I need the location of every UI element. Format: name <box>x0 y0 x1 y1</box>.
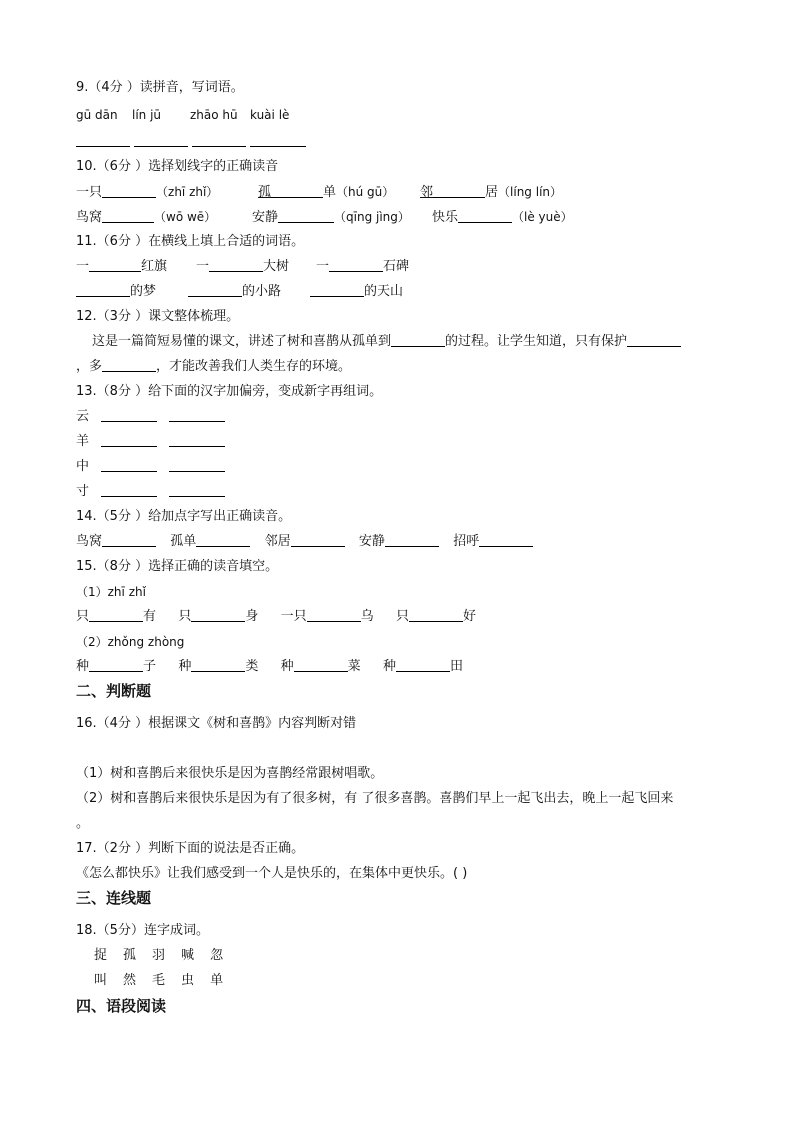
q10-blank[interactable] <box>102 209 154 223</box>
q13-blank[interactable] <box>101 433 157 447</box>
q10-word: 安静 <box>252 210 279 225</box>
q18-row1 <box>94 947 223 965</box>
q13-blank[interactable] <box>169 458 225 472</box>
q10-suffix: 单 <box>323 185 337 200</box>
q11-prefix: 一 <box>316 259 330 274</box>
q10-row1-a <box>76 183 218 202</box>
q12-text: ，多 <box>76 359 103 374</box>
section-heading-reading: 四、语段阅读 <box>76 997 167 1015</box>
q15-post: 子 <box>143 659 157 674</box>
q15-post: 有 <box>143 609 157 624</box>
q12-blank[interactable] <box>627 333 681 347</box>
section-heading-matching: 三、连线题 <box>76 889 152 907</box>
q15-blank[interactable] <box>89 608 143 622</box>
q15-part1-label: （1）zhī zhǐ <box>76 585 146 599</box>
q14-word: 邻居 <box>264 534 291 549</box>
q10-word: 一只 <box>76 185 103 200</box>
q13-char: 羊 <box>76 434 90 449</box>
q11-item <box>196 258 289 276</box>
q10-underlined-char: 邻 <box>420 185 434 200</box>
q10-options: （líng lín） <box>498 185 563 199</box>
q17-stem: 17.（2分 ）判断下面的说法是否正确。 <box>76 841 305 856</box>
q11-blank[interactable] <box>188 283 242 297</box>
q11-prefix: 一 <box>76 259 90 274</box>
q9-pinyin-4: kuài lè <box>250 108 290 122</box>
q10-options: （wō wē） <box>154 210 217 224</box>
q10-stem: 10.（6分 ）选择划线字的正确读音 <box>76 159 279 174</box>
q11-blank[interactable] <box>310 283 364 297</box>
q11-suffix: 的梦 <box>130 284 157 299</box>
q12-blank[interactable] <box>391 333 445 347</box>
q17-statement: 《怎么都快乐》让我们感受到一个人是快乐的，在集体中更快乐。( ) <box>76 866 468 881</box>
q15-part2-label: （2）zhǒng zhòng <box>76 635 185 649</box>
q10-underlined-char: 孤 <box>258 185 272 200</box>
q14-blank[interactable] <box>102 533 156 547</box>
q15-pre: 只 <box>395 609 409 624</box>
q10-options: （zhī zhǐ） <box>156 185 219 199</box>
q11-item <box>76 283 156 301</box>
q15-blank[interactable] <box>191 658 245 672</box>
q13-row <box>76 408 225 426</box>
q15-blank[interactable] <box>89 658 143 672</box>
q10-row1-c <box>420 183 562 202</box>
q12-stem: 12.（3分 ）课文整体梳理。 <box>76 309 240 324</box>
q15-post: 好 <box>462 609 476 624</box>
q13-blank[interactable] <box>169 433 225 447</box>
q11-blank[interactable] <box>89 258 141 272</box>
q15-pre: 种 <box>178 659 192 674</box>
q15-stem: 15.（8分 ）选择正确的读音填空。 <box>76 559 279 574</box>
q10-suffix: 居 <box>485 185 499 200</box>
q15-pre: 种 <box>382 659 396 674</box>
q10-row1-b <box>258 183 394 202</box>
q14-blank[interactable] <box>479 533 533 547</box>
q14-blank[interactable] <box>196 533 250 547</box>
q18-char[interactable]: 单 <box>210 973 224 988</box>
q15-post: 身 <box>245 609 259 624</box>
q18-stem: 18.（5分）连字成词。 <box>76 923 209 938</box>
q15-blank[interactable] <box>396 658 450 672</box>
q15-part1-row <box>76 608 476 626</box>
q18-char[interactable]: 叫 <box>94 973 108 988</box>
q18-char[interactable]: 捉 <box>94 948 108 963</box>
q13-stem: 13.（8分 ）给下面的汉字加偏旁，变成新字再组词。 <box>76 384 383 399</box>
q11-suffix: 石碑 <box>383 259 410 274</box>
q18-char[interactable]: 忽 <box>210 948 224 963</box>
q14-blank[interactable] <box>385 533 439 547</box>
q13-row <box>76 483 225 501</box>
q10-row2-a <box>76 208 216 227</box>
q16-item-2: （2）树和喜鹊后来很快乐是因为有了很多树，有 了很多喜鹊。喜鹊们早上一起飞出去，晚上一起飞回来 <box>76 791 674 806</box>
q14-blank[interactable] <box>291 533 345 547</box>
q11-prefix: 一 <box>196 259 210 274</box>
q15-part2-row <box>76 658 463 676</box>
q14-word: 招呼 <box>453 534 480 549</box>
q16-item-2-continued: 。 <box>76 816 90 831</box>
q9-pinyin-1: gū dān <box>76 108 118 122</box>
q11-item <box>316 258 409 276</box>
q10-blank[interactable] <box>433 184 485 198</box>
q10-blank[interactable] <box>458 209 512 223</box>
q13-blank[interactable] <box>101 458 157 472</box>
q12-paragraph-line1 <box>92 333 681 351</box>
q13-row <box>76 433 225 451</box>
q14-row <box>76 533 533 551</box>
q12-text: ，才能改善我们人类生存的环境。 <box>156 359 352 374</box>
q15-post: 田 <box>449 659 463 674</box>
q12-paragraph-line2 <box>76 358 351 376</box>
q11-blank[interactable] <box>329 258 383 272</box>
q10-options: （lè yuè） <box>512 210 573 224</box>
q10-row2-b <box>252 208 410 227</box>
q15-blank[interactable] <box>294 658 348 672</box>
q15-post: 乌 <box>360 609 374 624</box>
q10-word: 快乐 <box>432 210 459 225</box>
q10-blank[interactable] <box>278 209 334 223</box>
q11-blank[interactable] <box>209 258 263 272</box>
q18-char[interactable]: 毛 <box>152 973 166 988</box>
q15-blank[interactable] <box>409 608 463 622</box>
q11-item <box>310 283 403 301</box>
q18-char[interactable]: 羽 <box>152 948 166 963</box>
q15-blank[interactable] <box>307 608 361 622</box>
q10-blank[interactable] <box>271 184 323 198</box>
q18-char[interactable]: 然 <box>123 973 137 988</box>
q15-pre: 只 <box>76 609 90 624</box>
q9-stem: 9.（4分 ）读拼音，写词语。 <box>76 80 244 95</box>
q13-blank[interactable] <box>169 408 225 422</box>
q12-text: 这是一篇简短易懂的课文，讲述了树和喜鹊从孤单到 <box>92 334 392 349</box>
q14-stem: 14.（5分 ）给加点字写出正确读音。 <box>76 509 292 524</box>
q15-pre: 一只 <box>280 609 307 624</box>
q9-answer-line-2[interactable] <box>134 146 188 147</box>
q10-options: （hú gū） <box>336 185 395 199</box>
q18-row2 <box>94 972 223 990</box>
q9-pinyin-3: zhāo hū <box>190 108 238 122</box>
q13-blank[interactable] <box>101 408 157 422</box>
q10-blank[interactable] <box>102 184 156 198</box>
q14-word: 鸟窝 <box>76 534 103 549</box>
q14-word: 孤单 <box>170 534 197 549</box>
section-heading-judgement: 二、判断题 <box>76 682 152 700</box>
q12-text: 的过程。让学生知道，只有保护 <box>445 334 628 349</box>
q11-stem: 11.（6分 ）在横线上填上合适的词语。 <box>76 234 305 249</box>
q13-blank[interactable] <box>101 483 157 497</box>
q11-suffix: 的小路 <box>242 284 282 299</box>
q10-row2-c <box>432 208 573 227</box>
q13-char: 寸 <box>76 484 90 499</box>
q11-item <box>76 258 167 276</box>
q16-stem: 16.（4分 ）根据课文《树和喜鹊》内容判断对错 <box>76 716 357 731</box>
q9-answer-line-4[interactable] <box>250 146 306 147</box>
q15-blank[interactable] <box>191 608 245 622</box>
q18-char[interactable]: 虫 <box>181 973 195 988</box>
q9-answer-line-1[interactable] <box>76 146 130 147</box>
q13-row <box>76 458 225 476</box>
q13-char: 云 <box>76 409 90 424</box>
q14-word: 安静 <box>358 534 385 549</box>
q11-blank[interactable] <box>76 283 130 297</box>
q9-pinyin-2: lín jū <box>132 108 162 122</box>
q16-item-1: （1）树和喜鹊后来很快乐是因为喜鹊经常跟树唱歌。 <box>76 766 384 781</box>
q15-pre: 只 <box>178 609 192 624</box>
q15-pre: 种 <box>76 659 90 674</box>
q11-suffix: 红旗 <box>141 259 168 274</box>
q11-suffix: 大树 <box>263 259 290 274</box>
q11-item <box>188 283 281 301</box>
q15-pre: 种 <box>280 659 294 674</box>
q11-suffix: 的天山 <box>364 284 404 299</box>
q10-options: （qīng jìng） <box>334 210 410 224</box>
q10-word: 鸟窝 <box>76 210 103 225</box>
q18-char[interactable]: 喊 <box>181 948 195 963</box>
q13-char: 中 <box>76 459 90 474</box>
q13-blank[interactable] <box>169 483 225 497</box>
q18-char[interactable]: 孤 <box>123 948 137 963</box>
q12-blank[interactable] <box>102 358 156 372</box>
q15-post: 菜 <box>347 659 361 674</box>
q9-answer-line-3[interactable] <box>192 146 246 147</box>
q15-post: 类 <box>245 659 259 674</box>
